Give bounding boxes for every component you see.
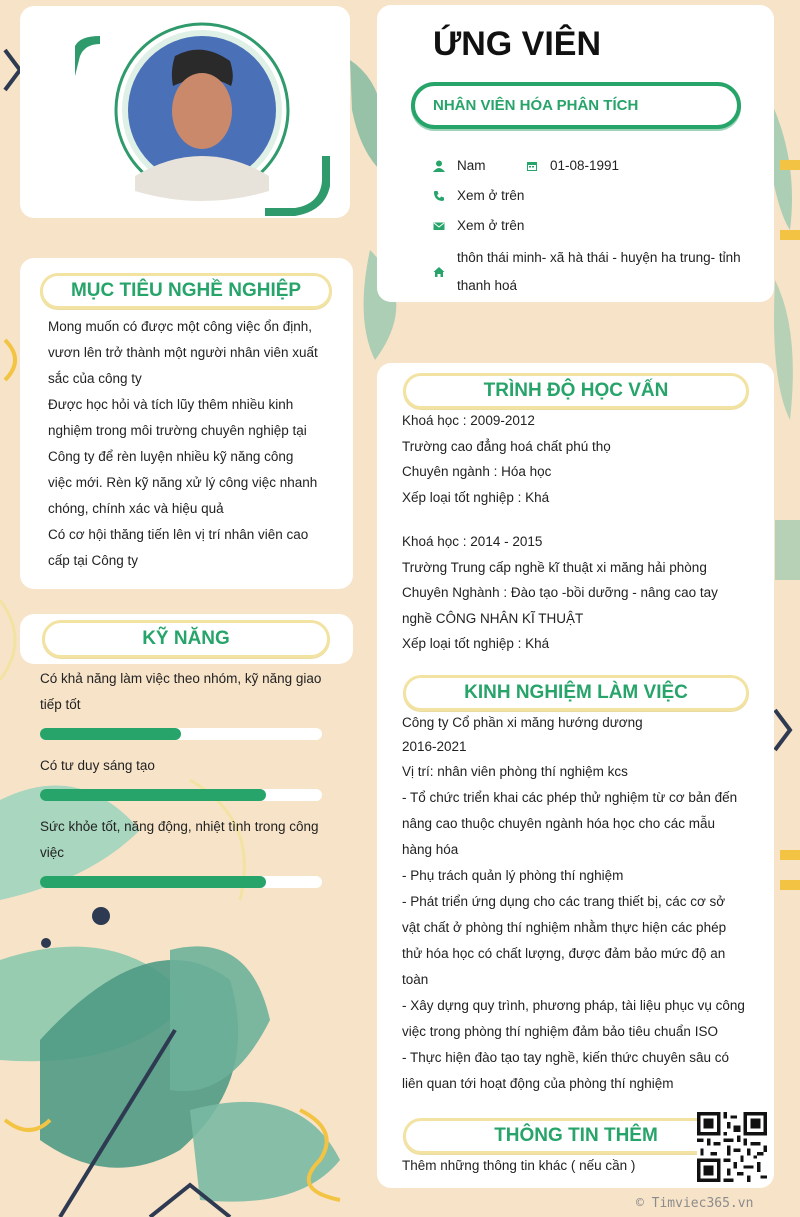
- phone-value: Xem ở trên: [457, 188, 525, 203]
- home-icon: [433, 266, 445, 278]
- skill-label: Có khả năng làm việc theo nhóm, kỹ năng giao tiếp tốt: [40, 671, 322, 712]
- dob-value: 01-08-1991: [550, 158, 620, 173]
- mail-icon: [433, 220, 445, 232]
- skill-label: Có tư duy sáng tạo: [40, 758, 155, 773]
- objective-line: Có cơ hội thăng tiến lên vị trí nhân viên cao: [48, 527, 309, 542]
- main-card: [377, 363, 774, 1188]
- skill-bar-fill: [40, 789, 266, 801]
- address-line-1: thôn thái minh- xã hà thái - huyện ha trung- tỉnh: [457, 250, 741, 265]
- objective-title: MỤC TIÊU NGHỀ NGHIỆP: [40, 273, 332, 309]
- objective-line: sắc của công ty: [48, 371, 142, 386]
- email-value: Xem ở trên: [457, 218, 525, 233]
- email-row: [433, 218, 524, 233]
- skills-title: KỸ NĂNG: [42, 620, 330, 658]
- education-text: Khoá học : 2009-2012 Trường cao đẳng hoá chất phú thọ Chuyên ngành : Hóa học Xếp loại tốt nghiệp : Khá Khoá học : 2014 - 2015 Trường Trung cấp nghề kĩ thuật xi măng hải phòng Chuyên Nghành : Đào tạo -bồi dưỡng - nâng cao tay nghề CÔNG NHÂN KĨ THUẬT Xếp loại tốt nghiệp : Khá: [402, 413, 718, 651]
- skills-title-card: [20, 614, 353, 664]
- position-title: NHÂN VIÊN HÓA PHÂN TÍCH: [433, 97, 639, 114]
- objective-line: Được học hỏi và tích lũy thêm nhiều kinh: [48, 397, 294, 412]
- phone-icon: [433, 190, 445, 202]
- qr-code-icon: [697, 1112, 767, 1182]
- objective-line: Mong muốn có được một công việc ổn định,: [48, 319, 313, 334]
- objective-line: nghiệm trong môi trường chuyên nghiệp tại: [48, 423, 307, 438]
- dob-row: [526, 158, 619, 173]
- objective-card: [20, 258, 353, 589]
- objective-text: [48, 314, 325, 574]
- extra-title: THÔNG TIN THÊM: [403, 1118, 749, 1154]
- avatar-card: [20, 6, 350, 218]
- gender-row: [433, 158, 486, 173]
- experience-text: Công ty Cổ phần xi măng hướng dương 2016-2021 Vị trí: nhân viên phòng thí nghiệm kcs - Tổ chức triển khai các phép thử nghiệm từ cơ bản đến nâng cao thuộc chuyên ngành hóa học cho các mẫu hàng hóa - Phụ trách quản lý phòng thí nghiệm - Phát triển ứng dụng cho các trang thiết bị, các cơ sở vật chất ở phòng thí nghiệm nhằm thực hiện các phép thử hóa học có chất lượng, được đảm bảo mức độ an toàn - Xây dựng quy trình, phương pháp, tài liệu phục vụ công việc trong phòng thí nghiệm đảm bảo tiêu chuẩn ISO - Thực hiện đào tạo tay nghề, kiến thức chuyên sâu có liên quan tới hoạt động của phòng thí nghiệm: [402, 715, 745, 1091]
- position-pill: [411, 82, 741, 129]
- skill-bar-teamwork: [40, 728, 322, 740]
- phone-row: [433, 188, 524, 203]
- candidate-name: ỨNG VIÊN: [433, 25, 602, 63]
- objective-line: vươn lên trở thành một người nhân viên xuất: [48, 345, 318, 360]
- objective-line: cấp tại Công ty: [48, 553, 139, 568]
- skill-bar-fill: [40, 876, 266, 888]
- education-title: TRÌNH ĐỘ HỌC VẤN: [403, 373, 749, 409]
- gender-value: Nam: [457, 158, 486, 173]
- person-icon: [433, 160, 445, 172]
- avatar-frame: [45, 16, 335, 216]
- skill-bar-health: [40, 876, 322, 888]
- address-row: [433, 244, 741, 300]
- watermark: © Timviec365.vn: [636, 1196, 754, 1211]
- experience-title: KINH NGHIỆM LÀM VIỆC: [403, 675, 749, 711]
- skill-bar-fill: [40, 728, 181, 740]
- objective-line: việc mới. Rèn kỹ năng xử lý công việc nhanh: [48, 475, 318, 490]
- calendar-icon: [526, 160, 538, 172]
- skill-label: Sức khỏe tốt, năng động, nhiệt tình trong công việc: [40, 819, 319, 860]
- skill-bar-creativity: [40, 789, 322, 801]
- objective-line: Công ty để rèn luyện nhiều kỹ năng công: [48, 449, 294, 464]
- address-line-2: thanh hoá: [457, 278, 518, 293]
- extra-text: Thêm những thông tin khác ( nếu cần ): [402, 1158, 636, 1173]
- objective-line: chóng, chính xác và hiệu quả: [48, 501, 224, 516]
